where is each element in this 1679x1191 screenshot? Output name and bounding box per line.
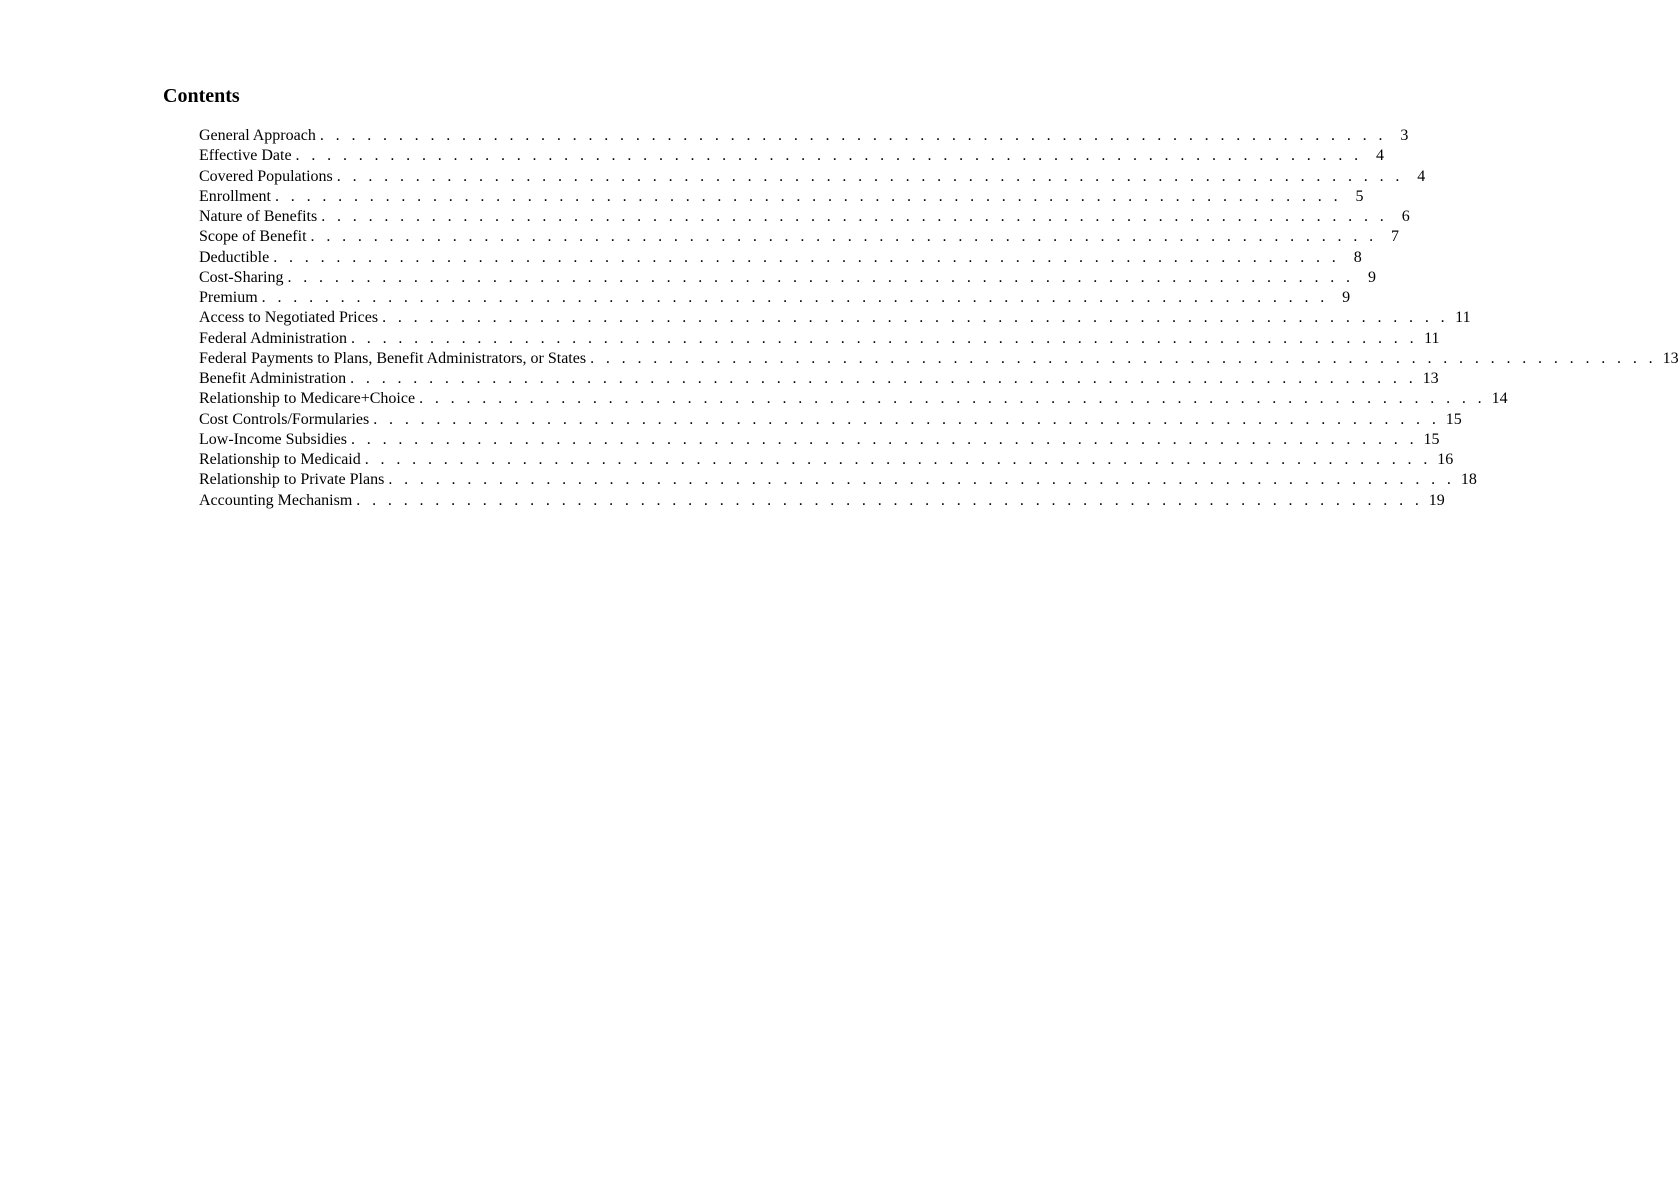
toc-page-number: 13 — [1662, 349, 1679, 367]
toc-leader-dots: . . . . . . . . . . . . . . . . . . . . . . . . . . . . . . . . . . . . . . . . . . . . . . . . . . . . . . . . . . . . . . . . . . . . — [295, 147, 1363, 165]
toc-page-number: 3 — [1400, 127, 1409, 144]
toc-leader-dots: . . . . . . . . . . . . . . . . . . . . . . . . . . . . . . . . . . . . . . . . . . . . . . . . . . . . . . . . . . . . . . . . . . . . — [350, 430, 1418, 448]
toc-page-number: 14 — [1491, 390, 1508, 408]
toc-entry-relationship-to-medicaid[interactable] — [199, 450, 1454, 470]
toc-entry-title: Relationship to Medicaid — [199, 451, 361, 468]
toc-page-number: 11 — [1455, 309, 1471, 327]
toc-page-number: 16 — [1437, 451, 1454, 468]
toc-entry-title: Nature of Benefits — [199, 208, 318, 225]
toc-page-number: 15 — [1445, 410, 1462, 428]
toc-entry-nature-of-benefits[interactable] — [199, 207, 1410, 227]
toc-entry-scope-of-benefit[interactable] — [199, 227, 1400, 247]
toc-entry-enrollment[interactable] — [199, 187, 1364, 207]
toc-page-number: 9 — [1342, 289, 1351, 306]
toc-entry-title: Cost Controls/Formularies — [199, 410, 370, 428]
toc-page-number: 18 — [1460, 471, 1477, 489]
toc-leader-dots: . . . . . . . . . . . . . . . . . . . . . . . . . . . . . . . . . . . . . . . . . . . . . . . . . . . . . . . . . . . . . . . . . . . . — [310, 228, 1378, 246]
toc-page-number: 11 — [1424, 329, 1440, 347]
toc-entry-title: Enrollment — [199, 187, 271, 205]
toc-entry-title: Cost-Sharing — [199, 268, 284, 286]
toc-entry-title: Federal Administration — [199, 329, 347, 347]
page-title: Contents — [163, 85, 240, 107]
toc-leader-dots: . . . . . . . . . . . . . . . . . . . . . . . . . . . . . . . . . . . . . . . . . . . . . . . . . . . . . . . . . . . . . . . . . . . . — [350, 329, 1418, 347]
toc-leader-dots: . . . . . . . . . . . . . . . . . . . . . . . . . . . . . . . . . . . . . . . . . . . . . . . . . . . . . . . . . . . . . . . . . . . . — [382, 309, 1449, 327]
toc-entry-title: General Approach — [199, 127, 316, 144]
toc-leader-dots: . . . . . . . . . . . . . . . . . . . . . . . . . . . . . . . . . . . . . . . . . . . . . . . . . . . . . . . . . . . . . . . . . . . . — [364, 451, 1432, 468]
toc-entry-cost-sharing[interactable] — [199, 268, 1376, 288]
toc-page-number: 19 — [1428, 491, 1445, 509]
toc-entry-deductible[interactable] — [199, 248, 1362, 268]
toc-entry-title: Effective Date — [199, 147, 292, 165]
table-of-contents — [199, 126, 1679, 511]
toc-entry-benefit-administration[interactable] — [199, 369, 1439, 389]
toc-leader-dots: . . . . . . . . . . . . . . . . . . . . . . . . . . . . . . . . . . . . . . . . . . . . . . . . . . . . . . . . . . . . . . . . . . . . — [388, 471, 1455, 489]
toc-entry-title: Relationship to Medicare+Choice — [199, 390, 416, 408]
toc-entry-title: Federal Payments to Plans, Benefit Administrators, or States — [199, 349, 587, 367]
toc-leader-dots: . . . . . . . . . . . . . . . . . . . . . . . . . . . . . . . . . . . . . . . . . . . . . . . . . . . . . . . . . . . . . . . . . . . . — [350, 370, 1417, 387]
toc-page-number: 6 — [1401, 208, 1410, 225]
toc-page-number: 9 — [1367, 268, 1376, 286]
toc-page-number: 4 — [1376, 147, 1385, 165]
toc-entry-cost-controls-formularies[interactable] — [199, 410, 1462, 430]
toc-entry-covered-populations[interactable] — [199, 167, 1426, 187]
toc-entry-title: Benefit Administration — [199, 370, 347, 387]
toc-entry-title: Premium — [199, 289, 258, 306]
toc-page-number: 8 — [1353, 248, 1362, 266]
toc-entry-accounting-mechanism[interactable] — [199, 491, 1445, 511]
toc-leader-dots: . . . . . . . . . . . . . . . . . . . . . . . . . . . . . . . . . . . . . . . . . . . . . . . . . . . . . . . . . . . . . . . . . . . . — [261, 289, 1329, 306]
toc-entry-title: Relationship to Private Plans — [199, 471, 385, 489]
toc-leader-dots: . . . . . . . . . . . . . . . . . . . . . . . . . . . . . . . . . . . . . . . . . . . . . . . . . . . . . . . . . . . . . . . . . . . . — [321, 208, 1388, 225]
toc-leader-dots: . . . . . . . . . . . . . . . . . . . . . . . . . . . . . . . . . . . . . . . . . . . . . . . . . . . . . . . . . . . . . . . . . . . . — [287, 268, 1354, 286]
toc-entry-low-income-subsidies[interactable] — [199, 430, 1440, 450]
toc-entry-access-to-negotiated-prices[interactable] — [199, 308, 1471, 328]
toc-leader-dots: . . . . . . . . . . . . . . . . . . . . . . . . . . . . . . . . . . . . . . . . . . . . . . . . . . . . . . . . . . . . . . . . . . . . — [590, 349, 1657, 367]
toc-entry-title: Scope of Benefit — [199, 228, 307, 246]
toc-entry-title: Covered Populations — [199, 167, 333, 185]
toc-leader-dots: . . . . . . . . . . . . . . . . . . . . . . . . . . . . . . . . . . . . . . . . . . . . . . . . . . . . . . . . . . . . . . . . . . . . — [273, 248, 1340, 266]
toc-entry-relationship-to-medicare-choice[interactable] — [199, 389, 1508, 409]
toc-page-number: 7 — [1391, 228, 1400, 246]
toc-page-number: 13 — [1422, 370, 1439, 387]
toc-entry-title: Access to Negotiated Prices — [199, 309, 379, 327]
toc-leader-dots: . . . . . . . . . . . . . . . . . . . . . . . . . . . . . . . . . . . . . . . . . . . . . . . . . . . . . . . . . . . . . . . . . . . . — [373, 410, 1440, 428]
toc-leader-dots: . . . . . . . . . . . . . . . . . . . . . . . . . . . . . . . . . . . . . . . . . . . . . . . . . . . . . . . . . . . . . . . . . . . . — [274, 187, 1342, 205]
toc-entry-general-approach[interactable] — [199, 126, 1409, 146]
toc-leader-dots: . . . . . . . . . . . . . . . . . . . . . . . . . . . . . . . . . . . . . . . . . . . . . . . . . . . . . . . . . . . . . . . . . . . . — [336, 167, 1404, 185]
toc-page-number: 15 — [1423, 430, 1440, 448]
toc-entry-title: Accounting Mechanism — [199, 491, 353, 509]
toc-entry-title: Low-Income Subsidies — [199, 430, 347, 448]
toc-entry-federal-payments[interactable] — [199, 349, 1679, 369]
toc-leader-dots: . . . . . . . . . . . . . . . . . . . . . . . . . . . . . . . . . . . . . . . . . . . . . . . . . . . . . . . . . . . . . . . . . . . . — [419, 390, 1486, 408]
toc-entry-relationship-to-private-plans[interactable] — [199, 470, 1477, 490]
toc-leader-dots: . . . . . . . . . . . . . . . . . . . . . . . . . . . . . . . . . . . . . . . . . . . . . . . . . . . . . . . . . . . . . . . . . . . . — [319, 127, 1387, 144]
toc-leader-dots: . . . . . . . . . . . . . . . . . . . . . . . . . . . . . . . . . . . . . . . . . . . . . . . . . . . . . . . . . . . . . . . . . . . . — [356, 491, 1423, 509]
toc-page-number: 5 — [1355, 187, 1364, 205]
toc-page-number: 4 — [1417, 167, 1426, 185]
toc-entry-premium[interactable] — [199, 288, 1351, 308]
toc-entry-federal-administration[interactable] — [199, 329, 1440, 349]
toc-entry-title: Deductible — [199, 248, 270, 266]
toc-entry-effective-date[interactable] — [199, 146, 1385, 166]
